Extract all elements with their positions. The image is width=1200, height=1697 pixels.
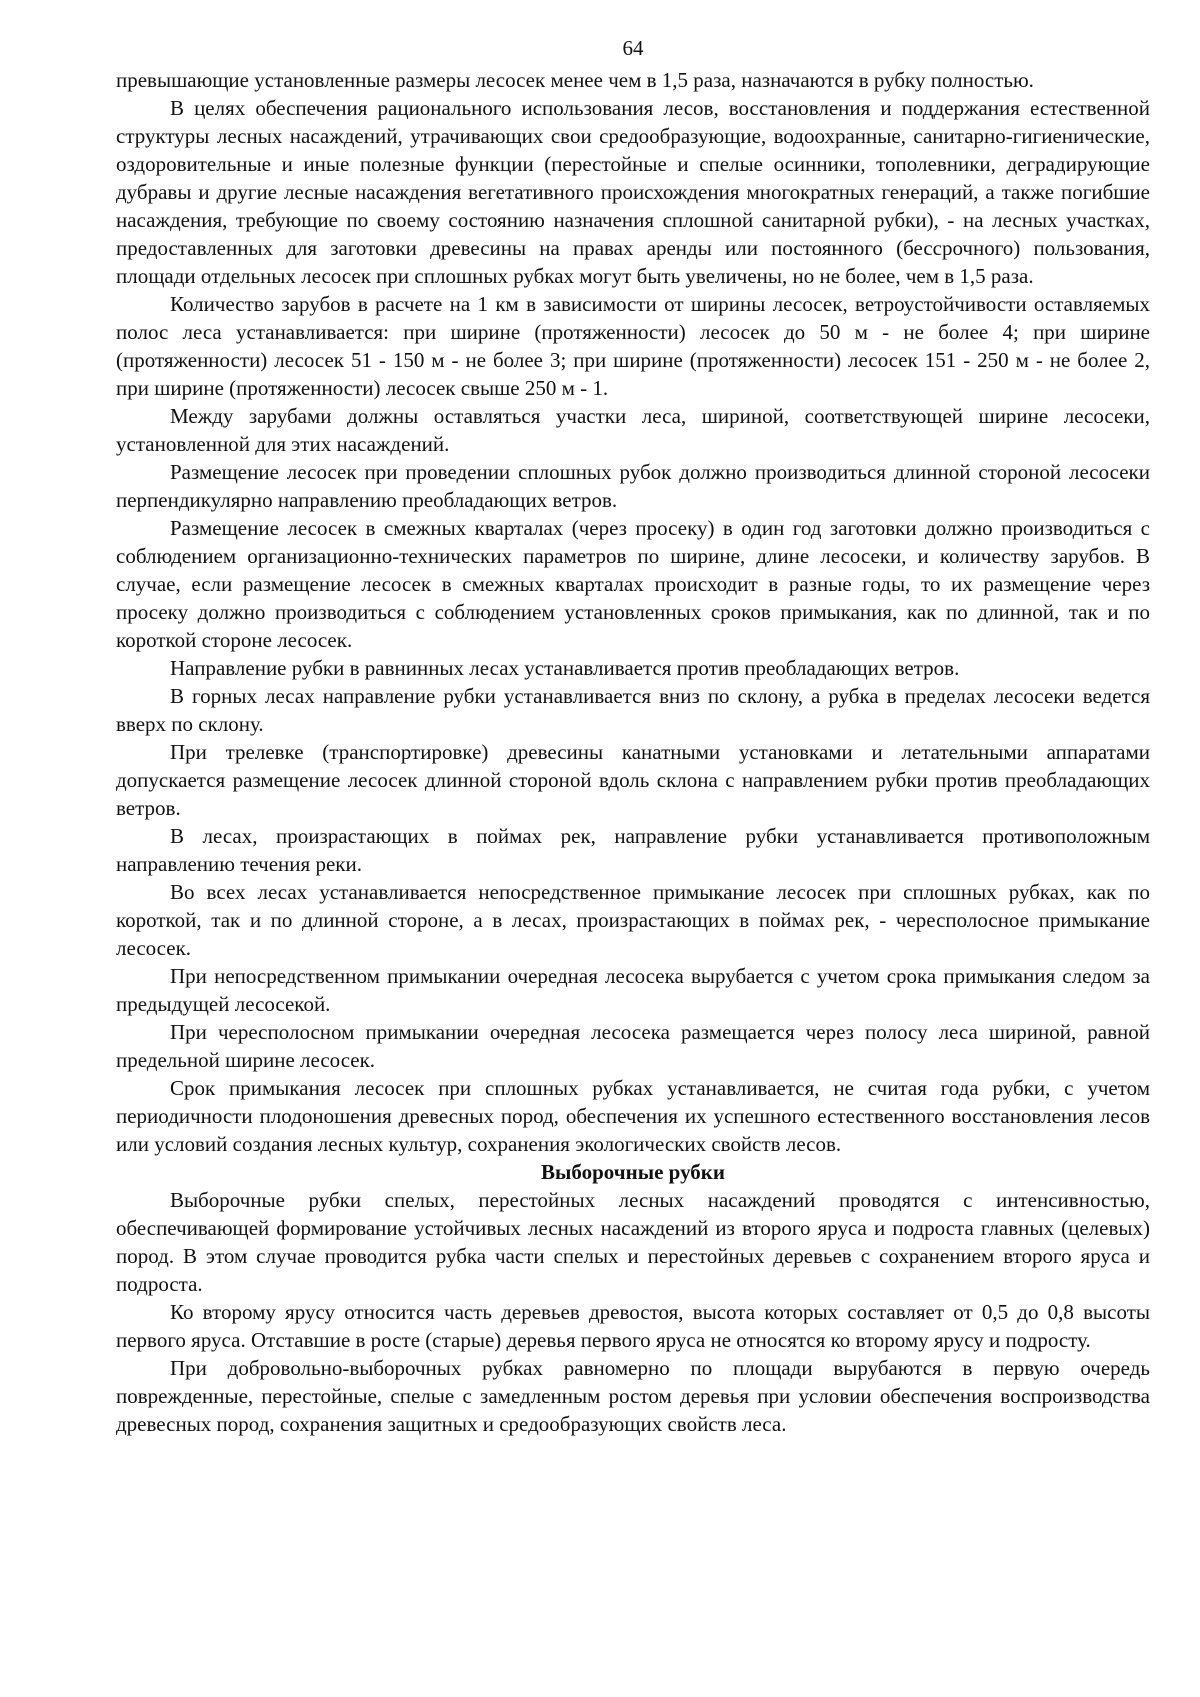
paragraph: Между зарубами должны оставляться участки леса, шириной, соответствующей ширине лесосеки, установленной для этих насаждений.: [116, 404, 1150, 456]
paragraph: При добровольно-выборочных рубках равномерно по площади вырубаются в первую очередь поврежденные, перестойные, спелые с замедленным ростом деревья при условии обеспечения воспроизводства древесных пород, сохранения защитных и средообразующих свойств леса.: [116, 1356, 1150, 1436]
paragraph-continuation: превышающие установленные размеры лесосек менее чем в 1,5 раза, назначаются в рубку полностью.: [116, 68, 1034, 92]
paragraph: В лесах, произрастающих в поймах рек, направление рубки устанавливается противоположным направлению течения реки.: [116, 824, 1150, 876]
paragraph: В горных лесах направление рубки устанавливается вниз по склону, а рубка в пределах лесосеки ведется вверх по склону.: [116, 684, 1150, 736]
paragraph: Ко второму ярусу относится часть деревьев древостоя, высота которых составляет от 0,5 до 0,8 высоты первого яруса. Отставшие в росте (старые) деревья первого яруса не относятся ко второму ярусу и подросту.: [116, 1300, 1150, 1352]
paragraph: Направление рубки в равнинных лесах устанавливается против преобладающих ветров.: [170, 656, 960, 680]
paragraph: Выборочные рубки спелых, перестойных лесных насаждений проводятся с интенсивностью, обеспечивающей формирование устойчивых лесных насаждений из второго яруса и подроста главных (целевых) пород. В этом случае проводится рубка части спелых и перестойных деревьев с сохранением второго яруса и подроста.: [116, 1188, 1150, 1296]
paragraph: Размещение лесосек при проведении сплошных рубок должно производиться длинной стороной лесосеки перпендикулярно направлению преобладающих ветров.: [116, 460, 1150, 512]
paragraph: При трелевке (транспортировке) древесины канатными установками и летательными аппаратами допускается размещение лесосек длинной стороной вдоль склона с направлением рубки против преобладающих ветров.: [116, 740, 1150, 820]
section-heading: Выборочные рубки: [541, 1160, 725, 1184]
paragraph: Срок примыкания лесосек при сплошных рубках устанавливается, не считая года рубки, с учетом периодичности плодоношения древесных пород, обеспечения их успешного естественного восстановления лесов или условий создания лесных культур, сохранения экологических свойств лесов.: [116, 1076, 1150, 1156]
paragraph: При чересполосном примыкании очередная лесосека размещается через полосу леса шириной, равной предельной ширине лесосек.: [116, 1020, 1150, 1072]
paragraph: В целях обеспечения рационального использования лесов, восстановления и поддержания естественной структуры лесных насаждений, утрачивающих свои средообразующие, водоохранные, санитарно-гигиенические, оздоровительные и иные полезные функции (перестойные и спелые осинники, тополевники, деградирующие дубравы и другие лесные насаждения вегетативного происхождения многократных генераций, а также погибшие насаждения, требующие по своему состоянию назначения сплошной санитарной рубки), - на лесных участках, предоставленных для заготовки древесины на правах аренды или постоянного (бессрочного) пользования, площади отдельных лесосек при сплошных рубках могут быть увеличены, но не более, чем в 1,5 раза.: [116, 96, 1150, 288]
paragraph: Во всех лесах устанавливается непосредственное примыкание лесосек при сплошных рубках, как по короткой, так и по длинной стороне, а в лесах, произрастающих в поймах рек, - чересполосное примыкание лесосек.: [116, 880, 1150, 960]
page-number: 64: [622, 36, 644, 60]
paragraph: При непосредственном примыкании очередная лесосека вырубается с учетом срока примыкания следом за предыдущей лесосекой.: [116, 964, 1150, 1016]
paragraph: Размещение лесосек в смежных кварталах (через просеку) в один год заготовки должно производиться с соблюдением организационно-технических параметров по ширине, длине лесосеки, и количеству зарубов. В случае, если размещение лесосек в смежных кварталах происходит в разные годы, то их размещение через просеку должно производиться с соблюдением установленных сроков примыкания, как по длинной, так и по короткой стороне лесосек.: [116, 516, 1150, 652]
paragraph: Количество зарубов в расчете на 1 км в зависимости от ширины лесосек, ветроустойчивости оставляемых полос леса устанавливается: при ширине (протяженности) лесосек до 50 м - не более 4; при ширине (протяженности) лесосек 51 - 150 м - не более 3; при ширине (протяженности) лесосек 151 - 250 м - не более 2, при ширине (протяженности) лесосек свыше 250 м - 1.: [116, 292, 1150, 400]
